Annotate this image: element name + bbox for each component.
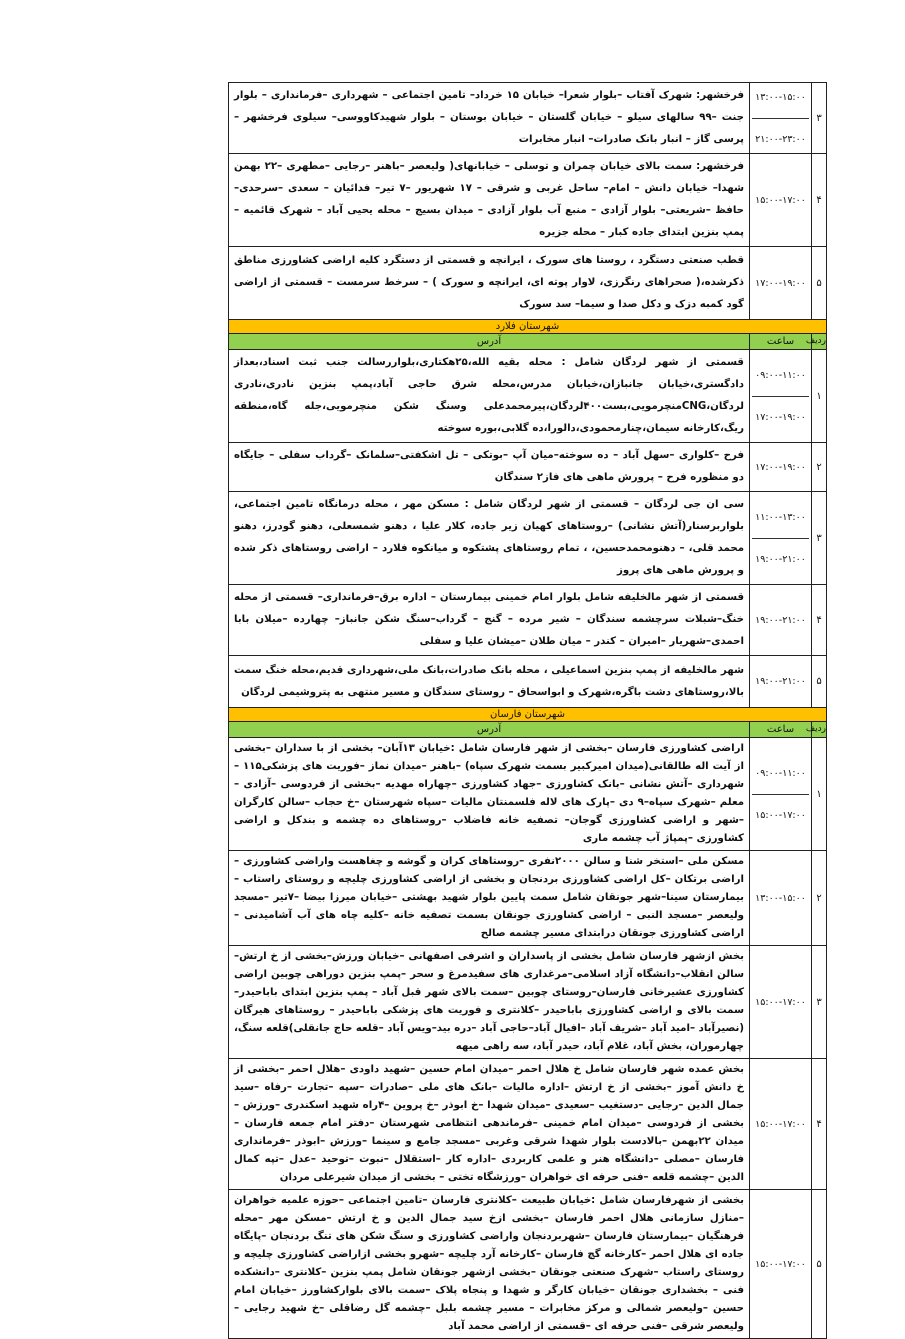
row-number: ۴ bbox=[812, 1059, 827, 1190]
time-divider bbox=[752, 118, 809, 119]
column-header-time: ساعت bbox=[750, 334, 812, 350]
section-title-row bbox=[229, 708, 827, 722]
row-number: ۳ bbox=[812, 946, 827, 1059]
schedule-row bbox=[229, 585, 827, 656]
address-cell: اراضی کشاورزی فارسان –بخشی از شهر فارسان شامل :خیابان ۱۳آبان– بخشی از با سداران –بخشی از آیت اله طالقانی(میدان امیرکبیر بسمت شهرک سپاه) –باهنر –میدان نماز –فوریت های پزشکی۱۱۵ –شهرداری –آتش نشانی –بانک کشاورزی –جهاد کشاورزی –چهاراه مهدیه –بخشی از فردوسی –آزادی –معلم –شهرک سپاه–۹ دی –پارک های لاله فلسمنتان مالیات –سپاه شهرستان –خ حجاب –سالن کارگران –شهر و اراضی کشاورزی گوجان– تصفیه خانه فاضلاب –روستاهای ده چشمه و بندکل و اراضی کشاورزی –پمپاژ آب چشمه ماری bbox=[229, 738, 750, 851]
time-range: ۱۱:۰۰-۱۳:۰۰ bbox=[755, 511, 806, 523]
time-range: ۱۷:۰۰-۱۹:۰۰ bbox=[755, 461, 806, 473]
time-range: ۰۹:۰۰-۱۱:۰۰ bbox=[755, 767, 806, 779]
column-header-address: آدرس bbox=[229, 334, 750, 350]
time-range: ۱۳:۰۰-۱۵:۰۰ bbox=[755, 892, 806, 904]
row-number: ۳ bbox=[812, 83, 827, 154]
row-number: ۵ bbox=[812, 656, 827, 708]
time-range: ۱۷:۰۰-۱۹:۰۰ bbox=[755, 411, 806, 423]
row-number: ۵ bbox=[812, 247, 827, 320]
time-cell bbox=[750, 946, 812, 1059]
time-cell bbox=[750, 154, 812, 247]
address-cell: بخشی از شهرفارسان شامل :خیابان طبیعت –کلانتری فارسان –تامین اجتماعی –حوزه علمیه خواهران –منازل سازمانی هلال احمر فارسان –بخشی ازخ سید جمال الدین و خ ارتش –مسکن مهر –محله فرهنگیان –بیمارستان فارسان –شهربردنجان واراضی کشاورزی و سنگ شکن های تنگ بردنجان –پایگاه جاده ای هلال احمر –کارخانه گچ فارسان –کارخانه آرد چلیچه –شهرو بخشی ازاراضی کشاورزی چلیچه و روستای راستاب –شهرک صنعتی جونقان –بخشی ازشهر جونقان شامل پمپ بنزین –کلانتری –دانشکده فنی – بخشداری جونقان –خیابان کارگر و شهدا و پنجاه پلاک –سمت بالای بلوارکشاورز –خیابان امام حسین –ولیعصر شمالی و مرکز مخابرات – مسیر چشمه بلبل –چشمه گل رضاقلی –خ شهید رجایی –ولیعصر شرقی –فنی حرفه ای –قسمتی از اراضی محمد آباد bbox=[229, 1190, 750, 1339]
row-number: ۱ bbox=[812, 738, 827, 851]
address-cell: فرخشهر: سمت بالای خیابان چمران و توسلی – خیابانهای( ولیعصر –باهنر –رجایی –مطهری –۲۲ بهمن شهدا– خیابان دانش – امام– ساحل غربی و شرقی – ۱۷ شهریور –۷ تیر– فدائیان – سعدی –سرحدی– حافظ –شریعتی– بلوار آزادی – منبع آب بلوار آزادی – میدان بسیج – محله یحیی آباد – شهرک قائمیه – پمپ بنزین ابتدای جاده کبار – محله جزیره bbox=[229, 154, 750, 247]
time-range: ۱۵:۰۰-۱۷:۰۰ bbox=[755, 1258, 806, 1270]
time-range: ۱۵:۰۰-۱۷:۰۰ bbox=[755, 996, 806, 1008]
time-cell bbox=[750, 247, 812, 320]
time-range: ۱۵:۰۰-۱۷:۰۰ bbox=[755, 809, 806, 821]
time-cell bbox=[750, 350, 812, 443]
address-cell: شهر مالخلیفه از پمپ بنزین اسماعیلی ، محله بانک صادرات،بانک ملی،شهرداری قدیم،محله خنگ سمت بالا،روستاهای دشت باگره،شهرک و ابواسحاق – روستای سندگان و مسیر منتهی به پتروشیمی لردگان bbox=[229, 656, 750, 708]
time-cell bbox=[750, 83, 812, 154]
address-cell: بخش عمده شهر فارسان شامل خ هلال احمر –میدان امام حسین –شهید داودی –هلال احمر –بخشی از خ دانش آموز –بخشی از خ ارتش –اداره مالیات –بانک های ملی –صادرات –سپه –تجارت –رفاه –سید جمال الدین –رجایی –دستغیب –سعیدی –میدان شهدا –خ ابوذر –خ پروین –۴راه شهید اسکندری –ورزش –بخشی از فردوسی –میدان امام خمینی –فرماندهی انتظامی شهرستان –دفتر امام جمعه فارسان –میدان ۲۲بهمن –بالادست بلوار شهدا شرقی وغربی –مسجد جامع و سینما –ورزش –ابوذر –فرمانداری فارسان –مصلی –دانشگاه هنر و علمی کاربردی –اداره کار –استقلال –نبوت –توحید –عدل –تپه کمال الدین –چشمه قلعه –فنی حرفه ای خواهران –ورزشگاه تختی – بخشی از میدان شیرعلی مردان bbox=[229, 1059, 750, 1190]
time-range: ۱۹:۰۰-۲۱:۰۰ bbox=[755, 553, 806, 565]
address-cell: قطب صنعتی دستگرد ، روستا های سورک ، ایرانچه و قسمتی از دستگرد کلیه اراضی کشاورزی مناطق ذکرشده،( صحراهای رنگرزی، لاوار پوته ای، ایرانچه و سورک ) – سرخط سرمست – قسمتی از اراضی گود کمبه دزک و دکل صدا و سیما– سد سورک bbox=[229, 247, 750, 320]
row-number: ۲ bbox=[812, 443, 827, 492]
column-header-time: ساعت bbox=[750, 722, 812, 738]
address-cell: فرح –کلواری –سهل آباد – ده سوخته–میان آپ –بوتکی – تل اشکفتی–سلمانک –گرداب سفلی – جایگاه دو منظوره فرح – پرورش ماهی های فاز۲ سندگان bbox=[229, 443, 750, 492]
row-number: ۴ bbox=[812, 154, 827, 247]
column-header-address: آدرس bbox=[229, 722, 750, 738]
section-title: شهرستان فلارد bbox=[229, 320, 827, 334]
outage-schedule-table bbox=[228, 82, 827, 1339]
section-title: شهرستان فارسان bbox=[229, 708, 827, 722]
column-header-number: ردیف bbox=[812, 722, 827, 738]
schedule-row bbox=[229, 738, 827, 851]
row-number: ۳ bbox=[812, 492, 827, 585]
schedule-row bbox=[229, 247, 827, 320]
time-cell bbox=[750, 851, 812, 946]
time-range: ۲۱:۰۰-۲۳:۰۰ bbox=[755, 133, 806, 145]
schedule-row bbox=[229, 851, 827, 946]
schedule-row bbox=[229, 350, 827, 443]
time-divider bbox=[752, 538, 809, 539]
time-range: ۱۳:۰۰-۱۵:۰۰ bbox=[755, 91, 806, 103]
schedule-row bbox=[229, 443, 827, 492]
address-cell: مسکن ملی –استخر شنا و سالن ۲۰۰۰نفری –روستاهای کران و گوشه و چغاهست واراضی کشاورزی –اراضی برتکان –کل اراضی کشاورزی بردنجان و بخشی از اراضی کشاورزی چلیچه و روستای راستاب –بیمارستان سینا–شهر جونقان شامل سمت پایین بلوار شهید بهشتی –خیابان میرزا بیضا –۷تیر –مسجد ولیعصر –مسجد النبی – اراضی کشاورزی جونقان بسمت تصفیه خانه –کلیه چاه های آب آشامیدنی –اراضی کشاورزی جونقان درابتدای مسیر چشمه صالح bbox=[229, 851, 750, 946]
time-range: ۱۵:۰۰-۱۷:۰۰ bbox=[755, 1118, 806, 1130]
address-cell: سی ان جی لردگان – قسمتی از شهر لردگان شامل : مسکن مهر ، محله درمانگاه تامین اجتماعی، بلواربرسنار(آتش نشانی) –روستاهای کهیان زیر جاده، کلار علیا ، دهنو شمسعلی، دهنو گودرز، دهنو محمد قلی، – دهنومحمدحسین، ، تمام روستاهای پشتکوه و میانکوه فلارد – اراضی روستاهای ذکر شده و پرورش ماهی های پروز bbox=[229, 492, 750, 585]
column-header-number: ردیف bbox=[812, 334, 827, 350]
time-cell bbox=[750, 492, 812, 585]
schedule-row bbox=[229, 83, 827, 154]
schedule-row bbox=[229, 154, 827, 247]
section-title-row bbox=[229, 320, 827, 334]
address-cell: بخش ازشهر فارسان شامل بخشی از پاسداران و اشرفی اصفهانی –خیابان ورزش–بخشی از خ ارتش–سالن انقلاب–دانشگاه آزاد اسلامی–مرغداری های سفیدمرغ و سحر –پمپ بنزین دوراهی چوبین اراضی کشاورزی عشیرخانی فارسان–روستای چوبین –سمت بالای شهر قبل آباد – پمپ بنزین ابتدای باباحیدر–سمت بالای و اراضی کشاورزی باباحیدر –کلانتری و فوریت های پزشکی باباحیدر – روستاهای هیرگان (نصیرآباد –امید آباد –شریف آباد –افیال آباد–حاجی آباد –دره بید–ویس آباد –قلعه حاج جانقلی)قلعه سنگ، چهارموران، بخش آباد، غلام آباد، حیدر آباد، سه راهی میهه bbox=[229, 946, 750, 1059]
schedule-row bbox=[229, 1059, 827, 1190]
time-cell bbox=[750, 585, 812, 656]
column-header-row bbox=[229, 722, 827, 738]
time-divider bbox=[752, 396, 809, 397]
time-range: ۱۷:۰۰-۱۹:۰۰ bbox=[755, 277, 806, 289]
address-cell: قسمتی از شهر مالخلیفه شامل بلوار امام خمینی بیمارستان – اداره برق–فرمانداری– قسمتی از محله خنگ–شبلات سرچشمه سندگان – شیر مرده – گنج – گرداب–سنگ شکن جانباز– چهارده –میلان بابا احمدی–شهریار –امیران – کندر – میان طلان –میشان علیا و سفلی bbox=[229, 585, 750, 656]
address-cell: قسمتی از شهر لردگان شامل : محله بقیه الله،۲۵هکتاری،بلواررسالت جنب ثبت اسناد،بعداز دادگستری،خیابان جانبازان،خیابان مدرس،محله شرق حاجی آباد،پمپ بنزین نادری،نادری لردگان،CNGمنچرمویی،بست۴۰۰لردگان،پیرمحمدعلی وسنگ شکن منچرمویی،جله گاه،منطقه ریگ،کارخانه سیمان،چنارمحمودی،دالورا،ده گلابی،بوره سوخته bbox=[229, 350, 750, 443]
row-number: ۵ bbox=[812, 1190, 827, 1339]
time-range: ۰۹:۰۰-۱۱:۰۰ bbox=[755, 369, 806, 381]
time-range: ۱۹:۰۰-۲۱:۰۰ bbox=[755, 614, 806, 626]
time-cell bbox=[750, 1190, 812, 1339]
schedule-row bbox=[229, 656, 827, 708]
row-number: ۲ bbox=[812, 851, 827, 946]
time-cell bbox=[750, 738, 812, 851]
time-range: ۱۵:۰۰-۱۷:۰۰ bbox=[755, 194, 806, 206]
time-divider bbox=[752, 794, 809, 795]
row-number: ۴ bbox=[812, 585, 827, 656]
time-cell bbox=[750, 443, 812, 492]
time-cell bbox=[750, 1059, 812, 1190]
schedule-row bbox=[229, 946, 827, 1059]
time-cell bbox=[750, 656, 812, 708]
schedule-row bbox=[229, 1190, 827, 1339]
time-range: ۱۹:۰۰-۲۱:۰۰ bbox=[755, 676, 806, 687]
schedule-row bbox=[229, 492, 827, 585]
row-number: ۱ bbox=[812, 350, 827, 443]
column-header-row bbox=[229, 334, 827, 350]
address-cell: فرخشهر: شهرک آفتاب –بلوار شعرا– خیابان ۱۵ خرداد– تامین اجتماعی – شهرداری –فرمانداری – بلوار جنت –۹۹ سالهای سیلو – خیابان گلستان – خیابان بوستان – بلوار شهیدکاووسی– سیلوی فرخشهر – پرسی گاز – انبار بانک صادرات– انبار مخابرات bbox=[229, 83, 750, 154]
